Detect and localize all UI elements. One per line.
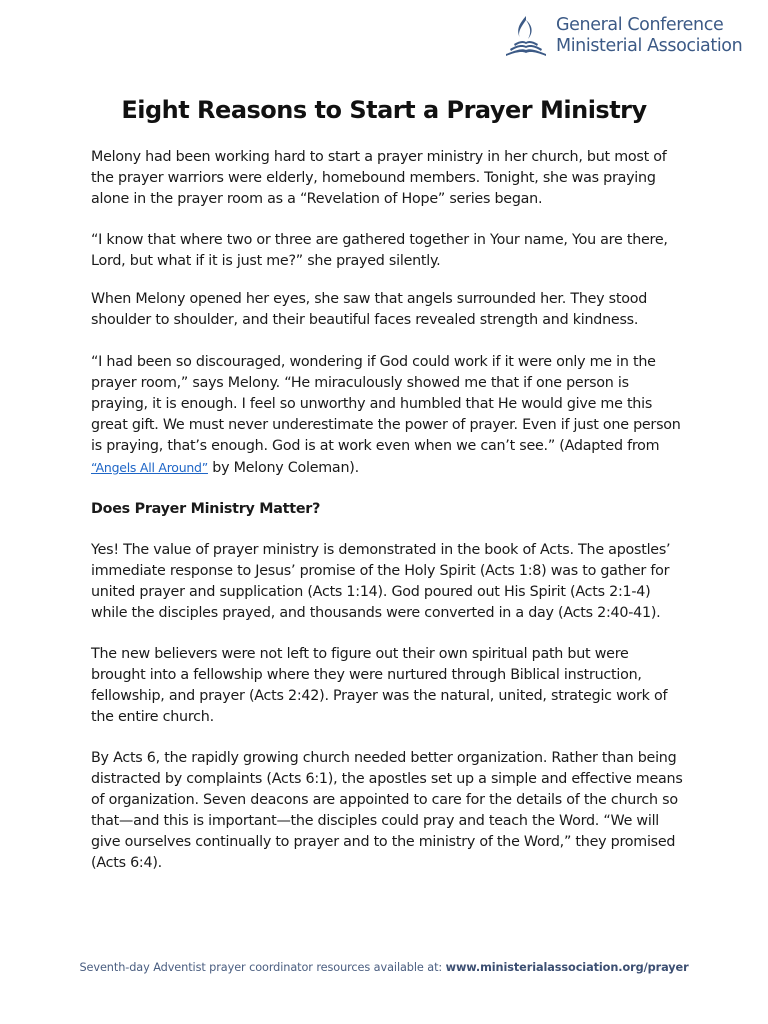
paragraph-6: The new believers were not left to figure out their own spiritual path but were brought into a fellowship where they were nurtured through Biblical instruction, fellowship, and prayer (Acts 2:42). Prayer was the natural, united, strategic work of the entire church. — [91, 646, 668, 725]
article-body — [91, 147, 687, 874]
footer-text: Seventh-day Adventist prayer coordinator resources available at: — [79, 961, 446, 974]
angels-all-around-link[interactable]: “Angels All Around” — [91, 460, 208, 475]
page-footer — [0, 961, 768, 974]
header-logo — [504, 14, 742, 58]
section-heading: Does Prayer Ministry Matter? — [91, 501, 321, 517]
paragraph-3: When Melony opened her eyes, she saw that angels surrounded her. They stood shoulder to shoulder, and their beautiful faces revealed strength and kindness. — [91, 291, 648, 328]
paragraph-4 — [91, 352, 687, 479]
paragraph-4-tail: by Melony Coleman). — [207, 460, 359, 476]
paragraph-4-text: “I had been so discouraged, wondering if God could work if it were only me in the prayer room,” says Melony. “He miraculously showed me that if one person is praying, it is enough. I feel so unworthy and humbled that He would give me this great gift. We must never underestimate the power of prayer. Even if just one person is praying, that’s enough. God is at work even when we can’t see.” (Adapted from — [91, 354, 681, 454]
paragraph-2: “I know that where two or three are gathered together in Your name, You are there, Lord, but what if it is just me?” she prayed silently. — [91, 232, 668, 269]
paragraph-7: By Acts 6, the rapidly growing church needed better organization. Rather than being distracted by complaints (Acts 6:1), the apostles set up a simple and effective means of organization. Seven deacons are appointed to care for the details of the church so that—and this is important—the disciples could pray and teach the Word. “We will give ourselves continually to prayer and to the ministry of the Word,” they promised (Acts 6:4). — [91, 750, 683, 871]
org-name-line2: Ministerial Association — [556, 36, 743, 56]
paragraph-1: Melony had been working hard to start a prayer ministry in her church, but most of the prayer warriors were elderly, homebound members. Tonight, she was praying alone in the prayer room as a “Revelation of Hope” series began. — [91, 149, 667, 207]
paragraph-5: Yes! The value of prayer ministry is demonstrated in the book of Acts. The apostles’ immediate response to Jesus’ promise of the Holy Spirit (Acts 1:8) was to gather for united prayer and supplication (Acts 1:14). God poured out His Spirit (Acts 2:1-4) while the disciples prayed, and thousands were converted in a day (Acts 2:40-41). — [91, 542, 671, 621]
page-title: Eight Reasons to Start a Prayer Ministry — [121, 96, 647, 124]
adventist-logo-icon — [504, 14, 548, 58]
org-name-line1: General Conference — [556, 15, 724, 35]
footer-url: www.ministerialassociation.org/prayer — [445, 961, 689, 974]
org-name — [556, 15, 742, 57]
